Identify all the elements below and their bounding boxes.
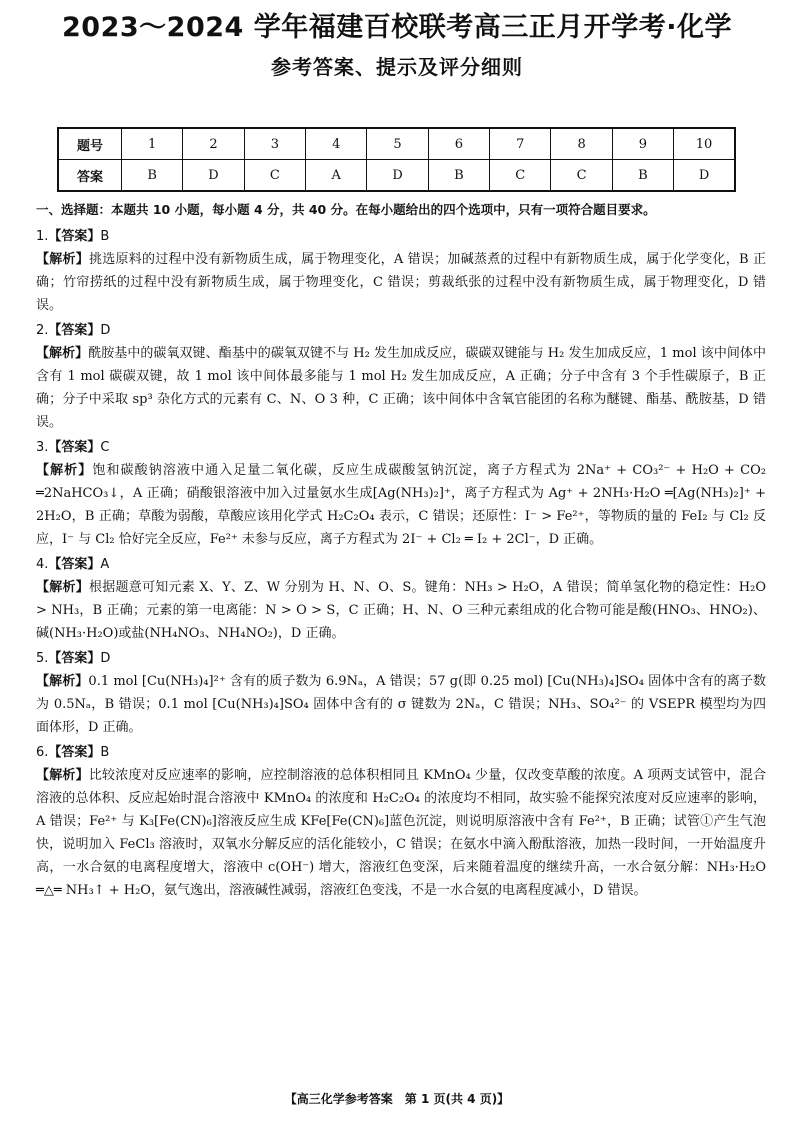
question-number-cell: 2 xyxy=(183,128,244,160)
answer-value: A xyxy=(100,557,110,572)
question-answer-line xyxy=(36,553,766,576)
answer-label: 【答案】 xyxy=(48,323,101,338)
question-answer-line xyxy=(36,741,766,764)
analysis-label: 【解析】 xyxy=(36,580,89,595)
analysis-text: 酰胺基中的碳氧双键、酯基中的碳氧双键不与 H₂ 发生加成反应，碳碳双键能与 H₂ 发生加成反应，1 mol 该中间体中含有 1 mol 碳碳双键，故 1 mol 该中间体最多能与 1 mol H₂ 发生加成反应，A 正确；分子中含有 3 个手性碳原子，B 正确；分子中采取 sp³ 杂化方式的元素有 C、N、O 3 种，C 正确；该中间体中含氧官能团的名称为醚键、酯基、酰胺基，D 错误。 xyxy=(36,346,766,430)
question-number: 3. xyxy=(36,440,49,455)
analysis-label: 【解析】 xyxy=(36,674,89,689)
page-title: 2023～2024 学年福建百校联考高三正月开学考·化学 xyxy=(62,12,732,43)
analysis-text: 挑选原料的过程中没有新物质生成，属于物理变化，A 错误；加碱蒸煮的过程中有新物质生成，属于化学变化，B 正确；竹帘捞纸的过程中没有新物质生成，属于物理变化，C 错误；剪裁纸张的过程中没有新物质生成，属于物理变化，D 错误。 xyxy=(36,252,766,313)
question-number-cell: 4 xyxy=(306,128,367,160)
question-number-cell: 8 xyxy=(551,128,612,160)
question-number-cell: 9 xyxy=(612,128,673,160)
analysis-label: 【解析】 xyxy=(36,346,89,361)
page-subtitle: 参考答案、提示及评分细则 xyxy=(271,55,523,79)
question-number-cell: 1 xyxy=(122,128,183,160)
answer-table-answer-row xyxy=(58,160,735,192)
answer-label: 【答案】 xyxy=(48,557,101,572)
answer-value: C xyxy=(100,440,110,455)
question-answer-line xyxy=(36,319,766,342)
page-footer: 【高三化学参考答案 第 1 页(共 4 页)】 xyxy=(284,1092,510,1106)
question-number: 6. xyxy=(36,745,49,760)
answer-row-header: 答案 xyxy=(58,160,122,192)
question-analysis xyxy=(36,459,766,551)
answer-value: D xyxy=(100,323,111,338)
question-number-cell: 3 xyxy=(244,128,305,160)
question-number-cell: 10 xyxy=(674,128,735,160)
question-number: 5. xyxy=(36,651,49,666)
question-number: 1. xyxy=(36,229,49,244)
answer-cell: D xyxy=(674,160,735,192)
question-analysis xyxy=(36,764,766,902)
answer-label: 【答案】 xyxy=(48,651,101,666)
question-answer-line xyxy=(36,647,766,670)
question-answer-line xyxy=(36,225,766,248)
analysis-label: 【解析】 xyxy=(36,768,89,783)
answer-table xyxy=(57,127,736,192)
answer-label: 【答案】 xyxy=(48,229,101,244)
question-number: 2. xyxy=(36,323,49,338)
analysis-text: 饱和碳酸钠溶液中通入足量二氧化碳，反应生成碳酸氢钠沉淀，离子方程式为 2Na⁺ + CO₃²⁻ + H₂O + CO₂ ═2NaHCO₃↓，A 正确；硝酸银溶液中加入过量氨水生成[Ag(NH₃)₂]⁺，离子方程式为 Ag⁺ + 2NH₃·H₂O ═[Ag(NH₃)₂]⁺ + 2H₂O，B 正确；草酸为弱酸，草酸应该用化学式 H₂C₂O₄ 表示，C 错误；还原性：I⁻ > Fe²⁺，等物质的量的 FeI₂ 与 Cl₂ 反应，I⁻ 与 Cl₂ 恰好完全反应，Fe²⁺ 未参与反应，离子方程式为 2I⁻ + Cl₂ ═ I₂ + 2Cl⁻，D 正确。 xyxy=(36,463,766,547)
question-analysis xyxy=(36,248,766,317)
question-number: 4. xyxy=(36,557,49,572)
answer-cell: C xyxy=(490,160,551,192)
question-answer-line xyxy=(36,436,766,459)
answer-label: 【答案】 xyxy=(48,745,101,760)
question-number-cell: 7 xyxy=(490,128,551,160)
solutions-body xyxy=(36,198,766,902)
section-heading: 一、选择题：本题共 10 小题，每小题 4 分，共 40 分。在每小题给出的四个选项中，只有一项符合题目要求。 xyxy=(36,202,656,217)
analysis-label: 【解析】 xyxy=(36,463,93,478)
number-row-header: 题号 xyxy=(58,128,122,160)
question-analysis xyxy=(36,342,766,434)
answer-cell: D xyxy=(183,160,244,192)
analysis-text: 0.1 mol [Cu(NH₃)₄]²⁺ 含有的质子数为 6.9Nₐ，A 错误；57 g(即 0.25 mol) [Cu(NH₃)₄]SO₄ 固体中含有的离子数为 0.5Nₐ，B 错误；0.1 mol [Cu(NH₃)₄]SO₄ 固体中含有的 σ 键数为 2Nₐ，C 错误；NH₃、SO₄²⁻ 的 VSEPR 模型均为四面体形，D 正确。 xyxy=(36,674,766,735)
answer-cell: B xyxy=(428,160,489,192)
question-number-cell: 6 xyxy=(428,128,489,160)
answer-cell: C xyxy=(244,160,305,192)
answer-value: D xyxy=(100,651,111,666)
answer-label: 【答案】 xyxy=(48,440,101,455)
answer-cell: B xyxy=(122,160,183,192)
answer-value: B xyxy=(100,745,110,760)
answer-cell: B xyxy=(612,160,673,192)
question-analysis xyxy=(36,576,766,645)
answer-cell: A xyxy=(306,160,367,192)
answer-cell: C xyxy=(551,160,612,192)
analysis-text: 比较浓度对反应速率的影响，应控制溶液的总体积相同且 KMnO₄ 少量，仅改变草酸的浓度。A 项两支试管中，混合溶液的总体积、反应起始时混合溶液中 KMnO₄ 的浓度和 H₂C₂O₄ 的浓度均不相同，故实验不能探究浓度对反应速率的影响，A 错误；Fe²⁺ 与 K₃[Fe(CN)₆]溶液反应生成 KFe[Fe(CN)₆]蓝色沉淀，则说明原溶液中含有 Fe²⁺，B 正确；试管①产生气泡快，说明加入 FeCl₃ 溶液时，双氧水分解反应的活化能较小，C 错误；在氨水中滴入酚酞溶液，加热一段时间，一开始温度升高，一水合氨的电离程度增大，溶液中 c(OH⁻) 增大，溶液红色变深，后来随着温度的继续升高，一水合氨分解：NH₃·H₂O ═△═ NH₃↑ + H₂O，氨气逸出，溶液碱性减弱，溶液红色变浅，不是一水合氨的电离程度减小，D 错误。 xyxy=(36,768,766,898)
analysis-text: 根据题意可知元素 X、Y、Z、W 分别为 H、N、O、S。键角：NH₃ > H₂O，A 错误；简单氢化物的稳定性：H₂O > NH₃，B 正确；元素的第一电离能：N > O > S，C 正确；H、N、O 三种元素组成的化合物可能是酸(HNO₃、HNO₂)、碱(NH₃·H₂O)或盐(NH₄NO₃、NH₄NO₂)，D 正确。 xyxy=(36,580,766,641)
question-analysis xyxy=(36,670,766,739)
answer-cell: D xyxy=(367,160,428,192)
question-number-cell: 5 xyxy=(367,128,428,160)
analysis-label: 【解析】 xyxy=(36,252,90,267)
answer-value: B xyxy=(100,229,110,244)
answer-table-number-row xyxy=(58,128,735,160)
